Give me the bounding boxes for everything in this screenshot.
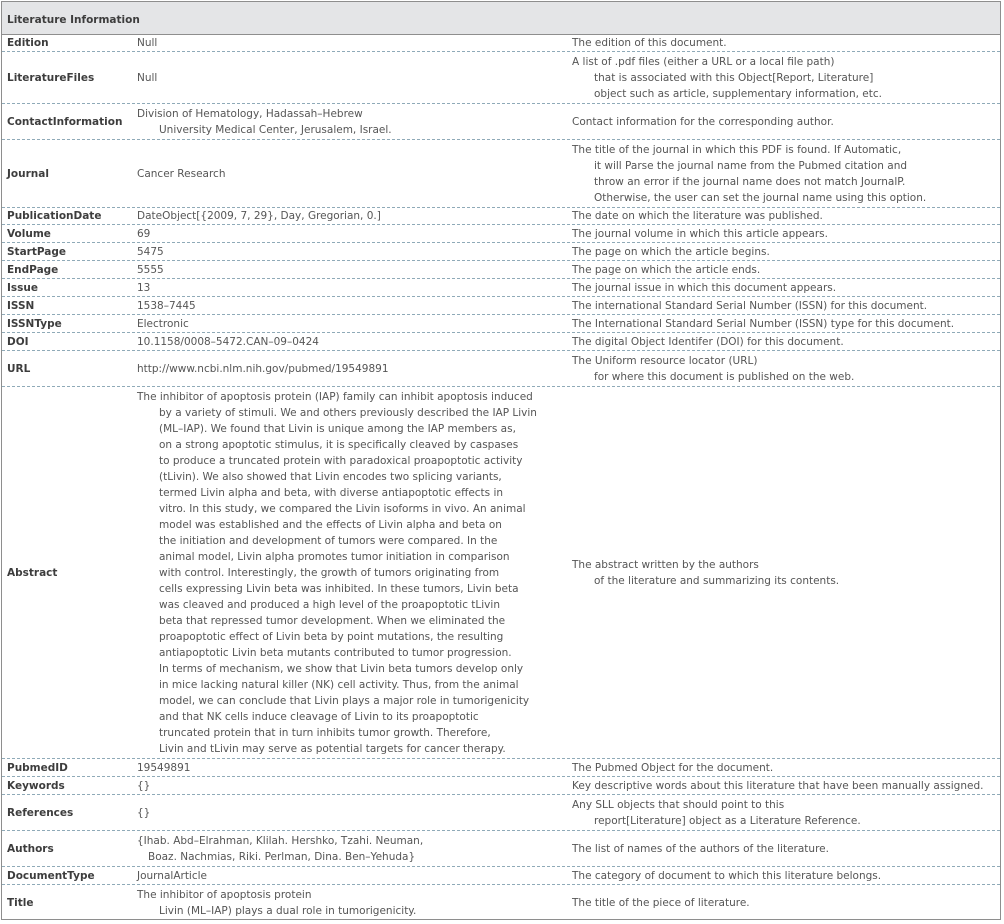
field-value-line: 5555 <box>137 263 164 276</box>
field-value <box>137 333 567 350</box>
field-description-line: The edition of this document. <box>572 36 727 49</box>
field-description-line: The Uniform resource locator (URL) <box>572 354 758 367</box>
field-value-line: The inhibitor of apoptosis protein <box>137 889 312 901</box>
field-label: Issue <box>7 281 39 294</box>
table-row-contactinformation <box>2 104 1000 140</box>
field-value-line: beta that repressed tumor development. When we eliminated the <box>159 614 506 627</box>
field-value-line: and that NK cells induce cleavage of Livin to its proapoptotic <box>159 710 479 723</box>
field-value-line: Division of Hematology, Hadassah–Hebrew <box>137 107 363 120</box>
field-label: Keywords <box>7 779 65 792</box>
field-description <box>572 225 1000 242</box>
field-value-line: (tLivin). We also showed that Livin encodes two splicing variants, <box>159 470 502 483</box>
field-description <box>572 885 1000 921</box>
table-row-endpage <box>2 261 1000 279</box>
field-value-line: http://www.ncbi.nlm.nih.gov/pubmed/19549891 <box>137 362 389 375</box>
field-value-line: the initiation and development of tumors were compared. In the <box>159 534 498 547</box>
field-value-line: In terms of mechanism, we show that Livin beta tumors develop only <box>159 662 524 675</box>
field-value <box>137 140 567 207</box>
field-value-line: by a variety of stimuli. We and others previously described the IAP Livin <box>159 406 537 419</box>
field-description-line: The digital Object Identifer (DOI) for this document. <box>572 335 844 348</box>
field-value-line: in mice lacking natural killer (NK) cell activity. Thus, from the animal <box>159 678 519 691</box>
field-value <box>137 867 567 884</box>
field-value-line: Null <box>137 36 158 49</box>
field-value <box>137 261 567 278</box>
field-value <box>137 885 567 921</box>
field-value <box>137 34 567 51</box>
field-label: Authors <box>7 842 54 855</box>
field-value-line: 69 <box>137 227 151 240</box>
field-value <box>137 279 567 296</box>
field-description <box>572 351 1000 386</box>
field-description-line: of the literature and summarizing its contents. <box>594 574 840 587</box>
field-description-line: The page on which the article ends. <box>572 263 761 276</box>
table-row-edition <box>2 34 1000 52</box>
field-label: References <box>7 806 74 819</box>
field-value-line: Null <box>137 71 158 84</box>
field-description-line: The Pubmed Object for the document. <box>572 761 774 774</box>
field-label: Edition <box>7 36 49 49</box>
field-value-line: cells expressing Livin beta was inhibited. In these tumors, Livin beta <box>159 582 519 595</box>
field-value-line: Boaz. Nachmias, Riki. Perlman, Dina. Ben–Yehuda} <box>148 850 416 863</box>
table-row-issn <box>2 297 1000 315</box>
field-description-line: The category of document to which this literature belongs. <box>572 869 882 882</box>
field-label: ISSN <box>7 299 35 312</box>
field-value-line: truncated protein that in turn inhibits tumor growth. Therefore, <box>159 726 491 739</box>
field-label: URL <box>7 362 31 375</box>
field-description-line: The page on which the article begins. <box>572 245 770 258</box>
field-value <box>137 777 567 794</box>
field-description <box>572 795 1000 830</box>
field-description <box>572 34 1000 51</box>
field-value-line: The inhibitor of apoptosis protein (IAP) family can inhibit apoptosis induced <box>137 390 533 403</box>
table-row-literaturefiles <box>2 52 1000 104</box>
field-value-line: 10.1158/0008–5472.CAN–09–0424 <box>137 335 319 348</box>
field-value <box>137 225 567 242</box>
field-description <box>572 243 1000 260</box>
field-value-line: Cancer Research <box>137 167 226 180</box>
table-header <box>2 2 1000 35</box>
field-value <box>137 351 567 386</box>
field-description-line: report[Literature] object as a Literature Reference. <box>594 814 861 827</box>
field-value-line: antiapoptotic Livin beta mutants contributed to tumor progression. <box>159 646 512 659</box>
field-description <box>572 777 1000 794</box>
field-value-line: Electronic <box>137 317 189 330</box>
field-label: LiteratureFiles <box>7 71 95 84</box>
field-label: PubmedID <box>7 761 68 774</box>
field-description <box>572 104 1000 139</box>
field-description <box>572 52 1000 103</box>
table-row-title <box>2 885 1000 921</box>
table-row-issntype <box>2 315 1000 333</box>
field-label: DOI <box>7 335 29 348</box>
field-value-line: {} <box>137 806 151 819</box>
field-description-line: that is associated with this Object[Report, Literature] <box>594 71 874 84</box>
field-value-line: model was established and the effects of Livin alpha and beta on <box>159 518 502 531</box>
field-value-line: JournalArticle <box>137 869 207 882</box>
field-description-line: Otherwise, the user can set the journal name using this option. <box>594 191 927 204</box>
field-description <box>572 261 1000 278</box>
field-value-line: to produce a truncated protein with paradoxical proapoptotic activity <box>159 454 523 467</box>
field-description-line: The journal volume in which this article appears. <box>572 227 828 240</box>
field-description <box>572 315 1000 332</box>
field-value-line: 13 <box>137 281 151 294</box>
field-description-line: Any SLL objects that should point to this <box>572 798 785 811</box>
field-label: PublicationDate <box>7 210 102 222</box>
field-label: Volume <box>7 227 51 240</box>
field-description <box>572 867 1000 884</box>
field-value-line: termed Livin alpha and beta, with diverse antiapoptotic effects in <box>159 486 504 499</box>
field-description-line: Key descriptive words about this literature that have been manually assigned. <box>572 779 984 792</box>
field-description-line: The title of the journal in which this PDF is found. If Automatic, <box>572 143 902 156</box>
field-value <box>137 795 567 830</box>
field-value <box>137 243 567 260</box>
field-value-line: DateObject[{2009, 7, 29}, Day, Gregorian, 0.] <box>137 210 381 222</box>
field-description <box>572 831 1000 866</box>
field-description-line: it will Parse the journal name from the Pubmed citation and <box>594 159 908 172</box>
field-description-line: The title of the piece of literature. <box>572 897 750 909</box>
field-description-line: A list of .pdf files (either a URL or a local file path) <box>572 55 835 68</box>
table-row-publicationdate <box>2 208 1000 225</box>
table-title: Literature Information <box>7 14 140 26</box>
table-row-volume <box>2 225 1000 243</box>
field-description <box>572 208 1000 224</box>
field-value-line: with control. Interestingly, the growth of tumors originating from <box>159 566 500 579</box>
field-description <box>572 333 1000 350</box>
field-description-line: The date on which the literature was published. <box>572 210 823 222</box>
field-value-line: vitro. In this study, we compared the Livin isoforms in vivo. An animal <box>159 502 526 515</box>
table-row-abstract <box>2 387 1000 759</box>
field-value-line: was cleaved and produced a high level of the proapoptotic tLivin <box>159 598 500 611</box>
field-description-line: The journal issue in which this document appears. <box>572 281 837 294</box>
table-row-doi <box>2 333 1000 351</box>
field-label: EndPage <box>7 263 59 276</box>
field-label: Journal <box>7 167 49 180</box>
field-label: Title <box>7 897 34 909</box>
field-value <box>137 297 567 314</box>
field-value-line: University Medical Center, Jerusalem, Israel. <box>159 123 392 136</box>
field-value-line: 1538–7445 <box>137 299 196 312</box>
field-description-line: The international Standard Serial Number (ISSN) for this document. <box>572 299 928 312</box>
table-row-authors <box>2 831 1000 867</box>
field-description <box>572 140 1000 207</box>
table-row-documenttype <box>2 867 1000 885</box>
field-label: ISSNType <box>7 317 62 330</box>
table-row-pubmedid <box>2 759 1000 777</box>
field-description <box>572 279 1000 296</box>
field-value <box>137 208 567 224</box>
field-description <box>572 297 1000 314</box>
table-row-journal <box>2 140 1000 208</box>
field-value <box>137 759 567 776</box>
field-value <box>137 315 567 332</box>
table-row-issue <box>2 279 1000 297</box>
field-value-line: Livin and tLivin may serve as potential targets for cancer therapy. <box>159 742 506 755</box>
field-value-line: {Ihab. Abd–Elrahman, Klilah. Hershko, Tzahi. Neuman, <box>137 834 424 847</box>
field-value-line: Livin (ML–IAP) plays a dual role in tumorigenicity. <box>159 905 417 917</box>
field-value <box>137 387 567 758</box>
field-value-line: on a strong apoptotic stimulus, it is specifically cleaved by caspases <box>159 438 519 451</box>
field-description-line: Contact information for the corresponding author. <box>572 115 834 128</box>
field-description <box>572 387 1000 758</box>
field-value-line: (ML–IAP). We found that Livin is unique among the IAP members as, <box>159 422 516 435</box>
field-label: StartPage <box>7 245 67 258</box>
field-description-line: The abstract written by the authors <box>572 558 759 571</box>
table-row-startpage <box>2 243 1000 261</box>
field-value <box>137 831 567 866</box>
field-description-line: throw an error if the journal name does not match JournalP. <box>594 175 906 188</box>
field-value-line: 5475 <box>137 245 164 258</box>
field-value <box>137 104 567 139</box>
field-label: ContactInformation <box>7 115 123 128</box>
field-value-line: 19549891 <box>137 761 191 774</box>
table-row-references <box>2 795 1000 831</box>
field-value-line: proapoptotic effect of Livin beta by point mutations, the resulting <box>159 630 504 643</box>
field-label: Abstract <box>7 566 58 579</box>
field-value-line: {} <box>137 779 151 792</box>
field-description-line: object such as article, supplementary information, etc. <box>594 87 882 100</box>
field-description-line: The list of names of the authors of the literature. <box>572 842 829 855</box>
field-value-line: animal model, Livin alpha promotes tumor initiation in comparison <box>159 550 510 563</box>
field-description <box>572 759 1000 776</box>
literature-info-table <box>1 1 1001 920</box>
field-value <box>137 52 567 103</box>
field-label: DocumentType <box>7 869 95 882</box>
table-row-url <box>2 351 1000 387</box>
field-description-line: The International Standard Serial Number (ISSN) type for this document. <box>572 317 955 330</box>
field-description-line: for where this document is published on the web. <box>594 370 855 383</box>
table-row-keywords <box>2 777 1000 795</box>
field-value-line: model, we can conclude that Livin plays a major role in tumorigenicity <box>159 694 530 707</box>
